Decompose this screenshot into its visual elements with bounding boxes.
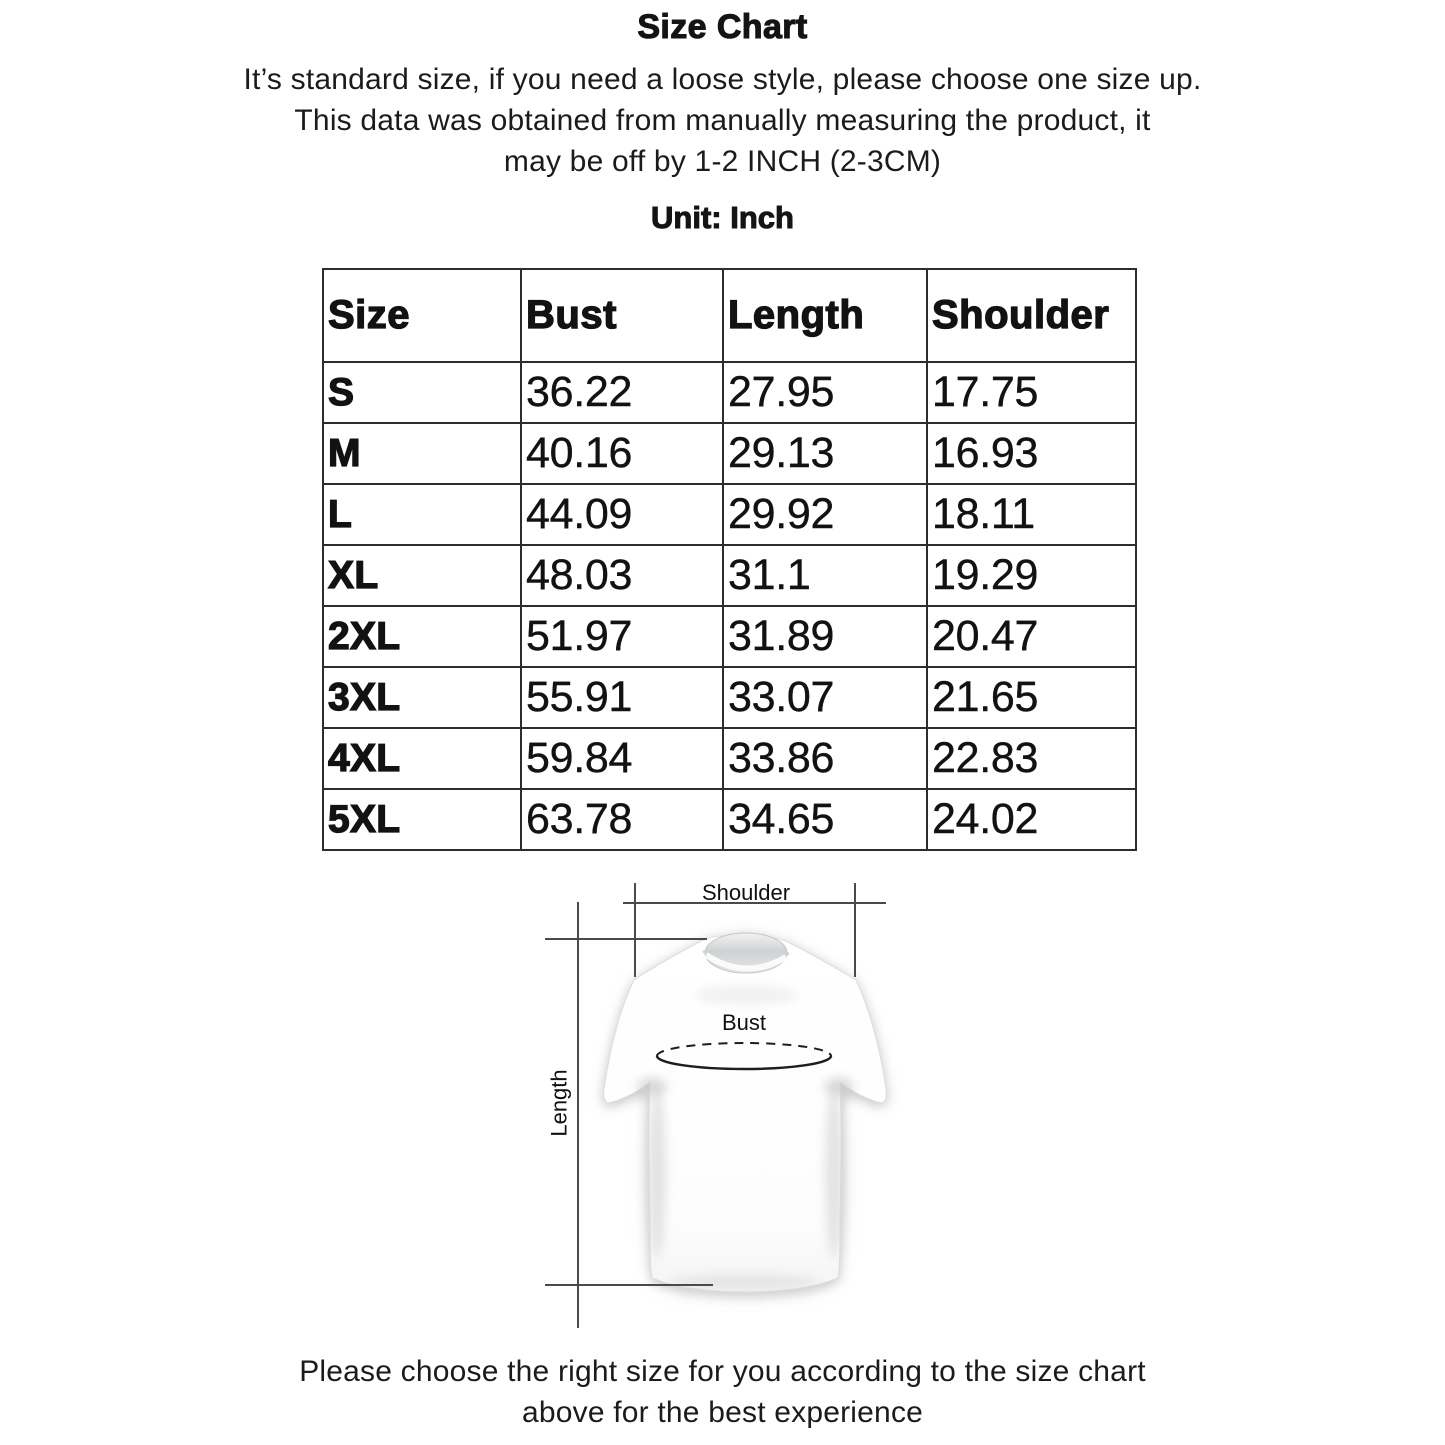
intro-text: [0, 59, 1445, 182]
bust-label: Bust: [721, 1010, 767, 1035]
size-cell: 4XL: [323, 728, 521, 789]
length-cell: 27.95: [723, 362, 927, 423]
size-cell: L: [323, 484, 521, 545]
shoulder-cell: 20.47: [927, 606, 1136, 667]
length-cell: 29.92: [723, 484, 927, 545]
table-row-4xl: [323, 728, 1136, 789]
bust-cell: 55.91: [521, 667, 723, 728]
table-row-3xl: [323, 667, 1136, 728]
table-row-2xl: [323, 606, 1136, 667]
length-cell: 31.1: [723, 545, 927, 606]
shoulder-cell: 24.02: [927, 789, 1136, 850]
length-cell: 33.07: [723, 667, 927, 728]
size-table: [322, 268, 1137, 851]
header-cell-length: Length: [723, 269, 927, 362]
length-cell: 29.13: [723, 423, 927, 484]
size-cell: XL: [323, 545, 521, 606]
size-cell: 3XL: [323, 667, 521, 728]
bust-cell: 40.16: [521, 423, 723, 484]
page-title: Size Chart: [637, 8, 808, 46]
bust-cell: 36.22: [521, 362, 723, 423]
intro-line-1: It’s standard size, if you need a loose style, please choose one size up.: [243, 63, 1202, 96]
shoulder-cell: 17.75: [927, 362, 1136, 423]
size-cell: 5XL: [323, 789, 521, 850]
bust-cell: 51.97: [521, 606, 723, 667]
shoulder-cell: 19.29: [927, 545, 1136, 606]
table-row-s: [323, 362, 1136, 423]
size-cell: M: [323, 423, 521, 484]
length-label: Length: [546, 1069, 572, 1137]
bust-cell: 48.03: [521, 545, 723, 606]
header-cell-shoulder: Shoulder: [927, 269, 1136, 362]
footer-note: [0, 1351, 1445, 1433]
unit-label: Unit: Inch: [651, 200, 794, 235]
table-row-5xl: [323, 789, 1136, 850]
shoulder-cell: 21.65: [927, 667, 1136, 728]
shoulder-cell: 22.83: [927, 728, 1136, 789]
shoulder-label: Shoulder: [701, 880, 791, 905]
bust-cell: 63.78: [521, 789, 723, 850]
intro-line-3: may be off by 1-2 INCH (2-3CM): [503, 145, 942, 178]
table-row-xl: [323, 545, 1136, 606]
header-cell-size: Size: [323, 269, 521, 362]
length-cell: 34.65: [723, 789, 927, 850]
header-cell-bust: Bust: [521, 269, 723, 362]
footer-line-2: above for the best experience: [521, 1396, 924, 1429]
intro-line-2: This data was obtained from manually measuring the product, it: [294, 104, 1151, 137]
length-cell: 33.86: [723, 728, 927, 789]
table-header-row: [323, 269, 1136, 362]
bust-cell: 44.09: [521, 484, 723, 545]
length-cell: 31.89: [723, 606, 927, 667]
bust-cell: 59.84: [521, 728, 723, 789]
measurement-diagram: [500, 873, 1000, 1339]
size-cell: 2XL: [323, 606, 521, 667]
footer-line-1: Please choose the right size for you according to the size chart: [299, 1355, 1146, 1388]
shoulder-cell: 18.11: [927, 484, 1136, 545]
tshirt-graphic: [604, 933, 887, 1292]
shoulder-cell: 16.93: [927, 423, 1136, 484]
table-row-l: [323, 484, 1136, 545]
size-cell: S: [323, 362, 521, 423]
table-row-m: [323, 423, 1136, 484]
